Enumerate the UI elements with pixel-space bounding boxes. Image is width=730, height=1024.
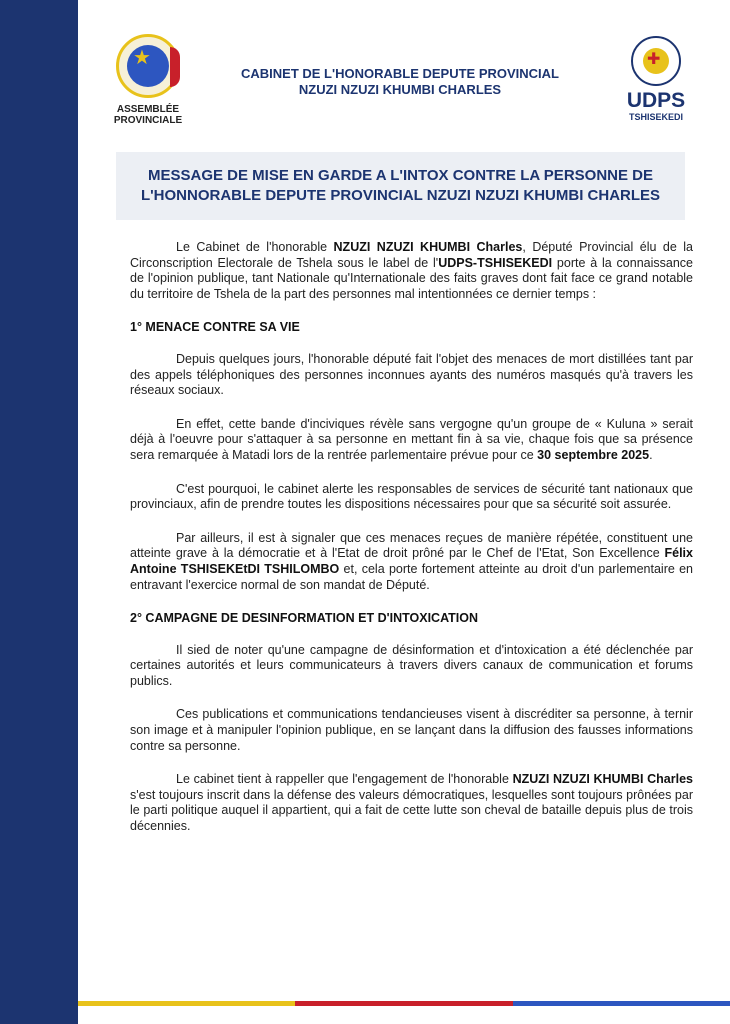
cabinet-header	[200, 66, 600, 98]
headline-line1: MESSAGE DE MISE EN GARDE A L'INTOX CONTRE LA PERSONNE DE	[147, 167, 653, 184]
assembly-logo	[108, 34, 188, 126]
section1-paragraph-3: C'est pourquoi, le cabinet alerte les responsables de services de sécurité tant nationaux que provinciaux, afin de prendre toutes les dispositions nécessaires pour que sa sécurité soit assurée.	[130, 481, 693, 512]
section2-paragraph-3	[130, 772, 693, 834]
cabinet-title-line1: CABINET DE L'HONORABLE DEPUTE PROVINCIAL	[241, 66, 559, 81]
intro-deputy-name: NZUZI NZUZI KHUMBI Charles	[333, 240, 523, 254]
section1-paragraph-1: Depuis quelques jours, l'honorable député fait l'objet des menaces de mort distillées tant par des appels téléphoniques des personnes inconnues ayants des numéros masqués qu'à travers les réseaux sociaux.	[130, 351, 693, 398]
section1-paragraph-4	[130, 531, 693, 593]
s1p4-text-c: et, cela porte fortement atteinte au droit d'un parlementaire en entravant l'exercice normal de son mandat de Député.	[130, 561, 693, 592]
assembly-logo-line1: ASSEMBLÉE	[116, 104, 180, 115]
s1p4-text-a: Par ailleurs, il est à signaler que ces menaces reçues de manière répétée, constituent une atteinte grave à la démocratie et à l'Etat de droit prôné par le Chef de l'Etat, Son Excellence	[130, 530, 693, 561]
section1-paragraph-2	[130, 417, 693, 464]
assembly-seal-icon: ★	[116, 34, 180, 98]
s1p4-head-of-state: Félix Antoine TSHISEKEtDI TSHILOMBO	[130, 546, 693, 576]
headline-box	[116, 152, 685, 220]
section2-paragraph-2: Ces publications et communications tendancieuses visent à discréditer sa personne, à ternir son image et à manipuler l'opinion publique, en se lançant dans la diffusion des fausses informations contre sa personne.	[130, 707, 693, 753]
bottom-stripes	[78, 1001, 730, 1006]
s2p3-text-c: s'est toujours inscrit dans la défense des valeurs démocratiques, lesquelles sont toujours prônées par le parti politique auquel il appartient, qui a fait de cette lutte son cheval de bataille depuis plus de trois décennies.	[130, 787, 693, 834]
section1-heading: 1° MENACE CONTRE SA VIE	[130, 320, 300, 335]
intro-paragraph	[130, 240, 693, 302]
document-body	[130, 240, 693, 853]
assembly-logo-text	[108, 104, 188, 126]
udps-subtitle: TSHISEKEDI	[628, 112, 683, 122]
section2-heading: 2° CAMPAGNE DE DESINFORMATION ET D'INTOXICATION	[130, 611, 479, 626]
intro-text-a: Le Cabinet de l'honorable	[176, 240, 334, 254]
udps-logo	[616, 36, 696, 122]
intro-party-name: UDPS-TSHISEKEDI	[438, 255, 553, 270]
intro-text-c: , Député Provincial élu de la Circonscription Electorale de Tshela sous le label de l'	[130, 240, 693, 270]
udps-name: UDPS	[626, 89, 686, 112]
stripe-red	[295, 1001, 512, 1006]
s1p2-text-c: .	[649, 447, 653, 462]
udps-emblem-icon: ✚	[631, 36, 681, 86]
s1p2-date: 30 septembre 2025	[537, 447, 650, 462]
s1p2-text-a: En effet, cette bande d'inciviques révèle sans vergogne qu'un groupe de « Kuluna » serait déjà à l'oeuvre pour s'attaquer à sa personne en mettant fin à sa vie, chaque fois que sa présence sera remarquée à Matadi lors de la rentrée parlementaire prévue pour ce	[130, 416, 693, 462]
headline-line2: L'HONNORABLE DEPUTE PROVINCIAL NZUZI NZUZI KHUMBI CHARLES	[140, 187, 661, 204]
assembly-logo-line2: PROVINCIALE	[113, 115, 183, 126]
s2p3-text-a: Le cabinet tient à rappeller que l'engagement de l'honorable	[176, 772, 513, 787]
stripe-yellow	[78, 1001, 295, 1006]
section2-paragraph-1: Il sied de noter qu'une campagne de désinformation et d'intoxication a été déclenchée par certaines autorités et leurs communicateurs à travers divers canaux de communication et forums publics.	[130, 642, 693, 688]
cabinet-title-line2: NZUZI NZUZI KHUMBI CHARLES	[298, 82, 502, 97]
intro-text-e: porte à la connaissance de l'opinion publique, tant Nationale qu'Internationale des faits graves dont fait face ce grand notable du territoire de Tshela de la part des personnes mal intentionnées ce dernier temps :	[130, 255, 693, 301]
s2p3-deputy-name: NZUZI NZUZI KHUMBI Charles	[512, 772, 693, 787]
side-band	[0, 0, 78, 1024]
stripe-blue	[513, 1001, 730, 1006]
